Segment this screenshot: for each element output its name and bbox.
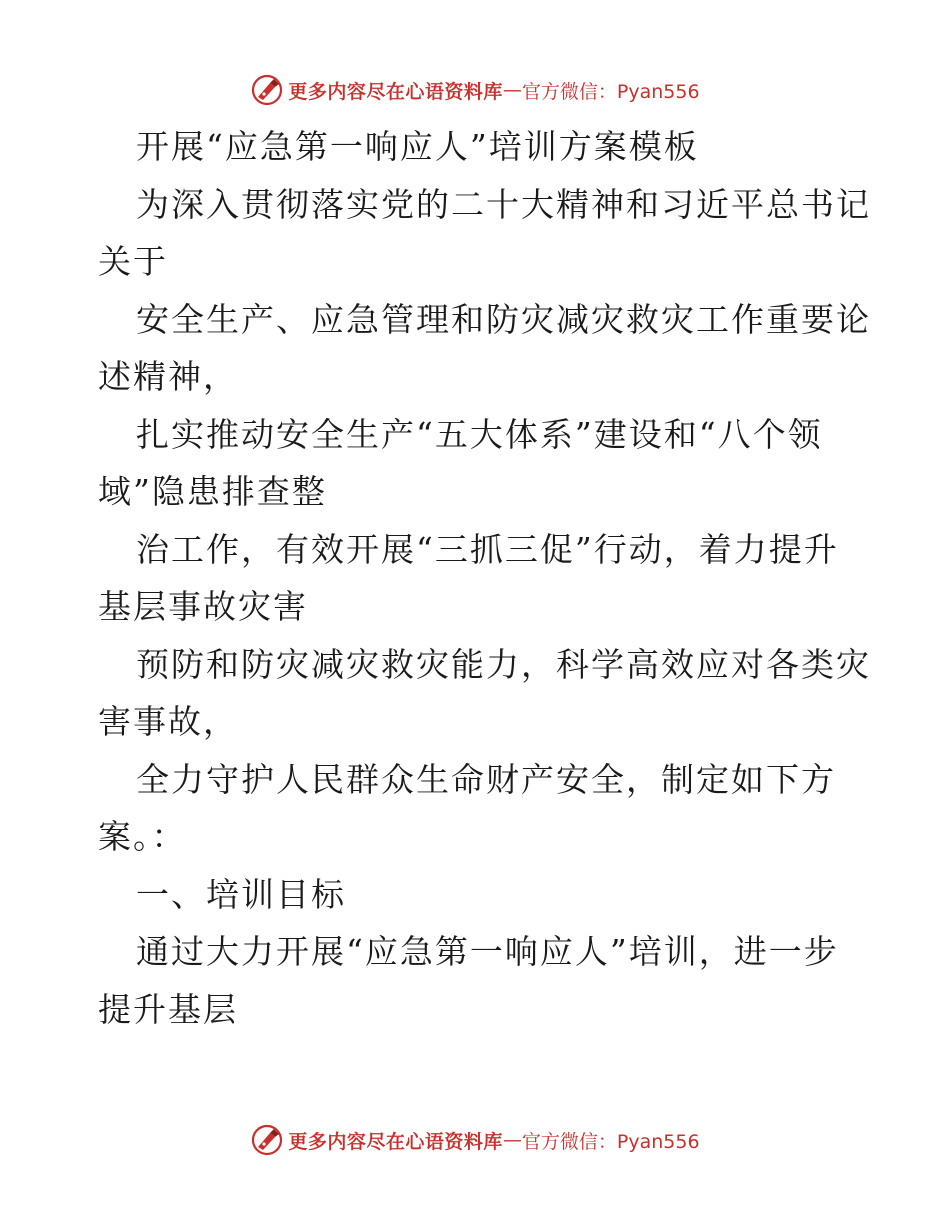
paragraph-line: 基层事故灾害 bbox=[98, 587, 308, 626]
paragraph-line: 案。： bbox=[98, 817, 187, 856]
document-body bbox=[98, 118, 871, 1038]
paragraph-line: 扎实推动安全生产“五大体系”建设和“八个领 bbox=[136, 414, 823, 454]
paragraph-line: 述精神， bbox=[98, 357, 238, 396]
paragraph-line: 关于 bbox=[98, 242, 168, 281]
paragraph-line: 治工作，有效开展“三抓三促”行动，着力提升 bbox=[136, 529, 839, 569]
pen-nib-logo-icon bbox=[250, 1123, 284, 1157]
watermark-wechat: 官方微信：Pyan556 bbox=[521, 1130, 700, 1153]
watermark-brand: 更多内容尽在心语资料库 bbox=[288, 80, 503, 103]
paragraph-line: 预防和防灾减灾救灾能力，科学高效应对各类灾 bbox=[136, 644, 871, 684]
section-heading: 一、培训目标 bbox=[136, 874, 346, 914]
watermark-brand: 更多内容尽在心语资料库 bbox=[288, 1130, 503, 1153]
watermark-wechat: 官方微信：Pyan556 bbox=[521, 80, 700, 103]
paragraph-line: 提升基层 bbox=[98, 989, 238, 1029]
paragraph-line: 安全生产、应急管理和防灾减灾救灾工作重要论 bbox=[136, 299, 871, 339]
paragraph-line: 害事故， bbox=[98, 702, 238, 741]
watermark-footer bbox=[0, 1122, 950, 1158]
pen-nib-logo-icon bbox=[250, 73, 284, 107]
watermark-header bbox=[0, 72, 950, 108]
paragraph-line: 为深入贯彻落实党的二十大精神和习近平总书记 bbox=[136, 184, 871, 224]
watermark-dash: — bbox=[502, 79, 522, 101]
paragraph-line: 全力守护人民群众生命财产安全，制定如下方 bbox=[136, 759, 836, 799]
watermark-dash: — bbox=[502, 1129, 522, 1151]
document-title: 开展“应急第一响应人”培训方案模板 bbox=[136, 127, 699, 166]
paragraph-line: 域”隐患排查整 bbox=[98, 472, 327, 511]
paragraph-line: 通过大力开展“应急第一响应人”培训，进一步 bbox=[136, 932, 839, 971]
